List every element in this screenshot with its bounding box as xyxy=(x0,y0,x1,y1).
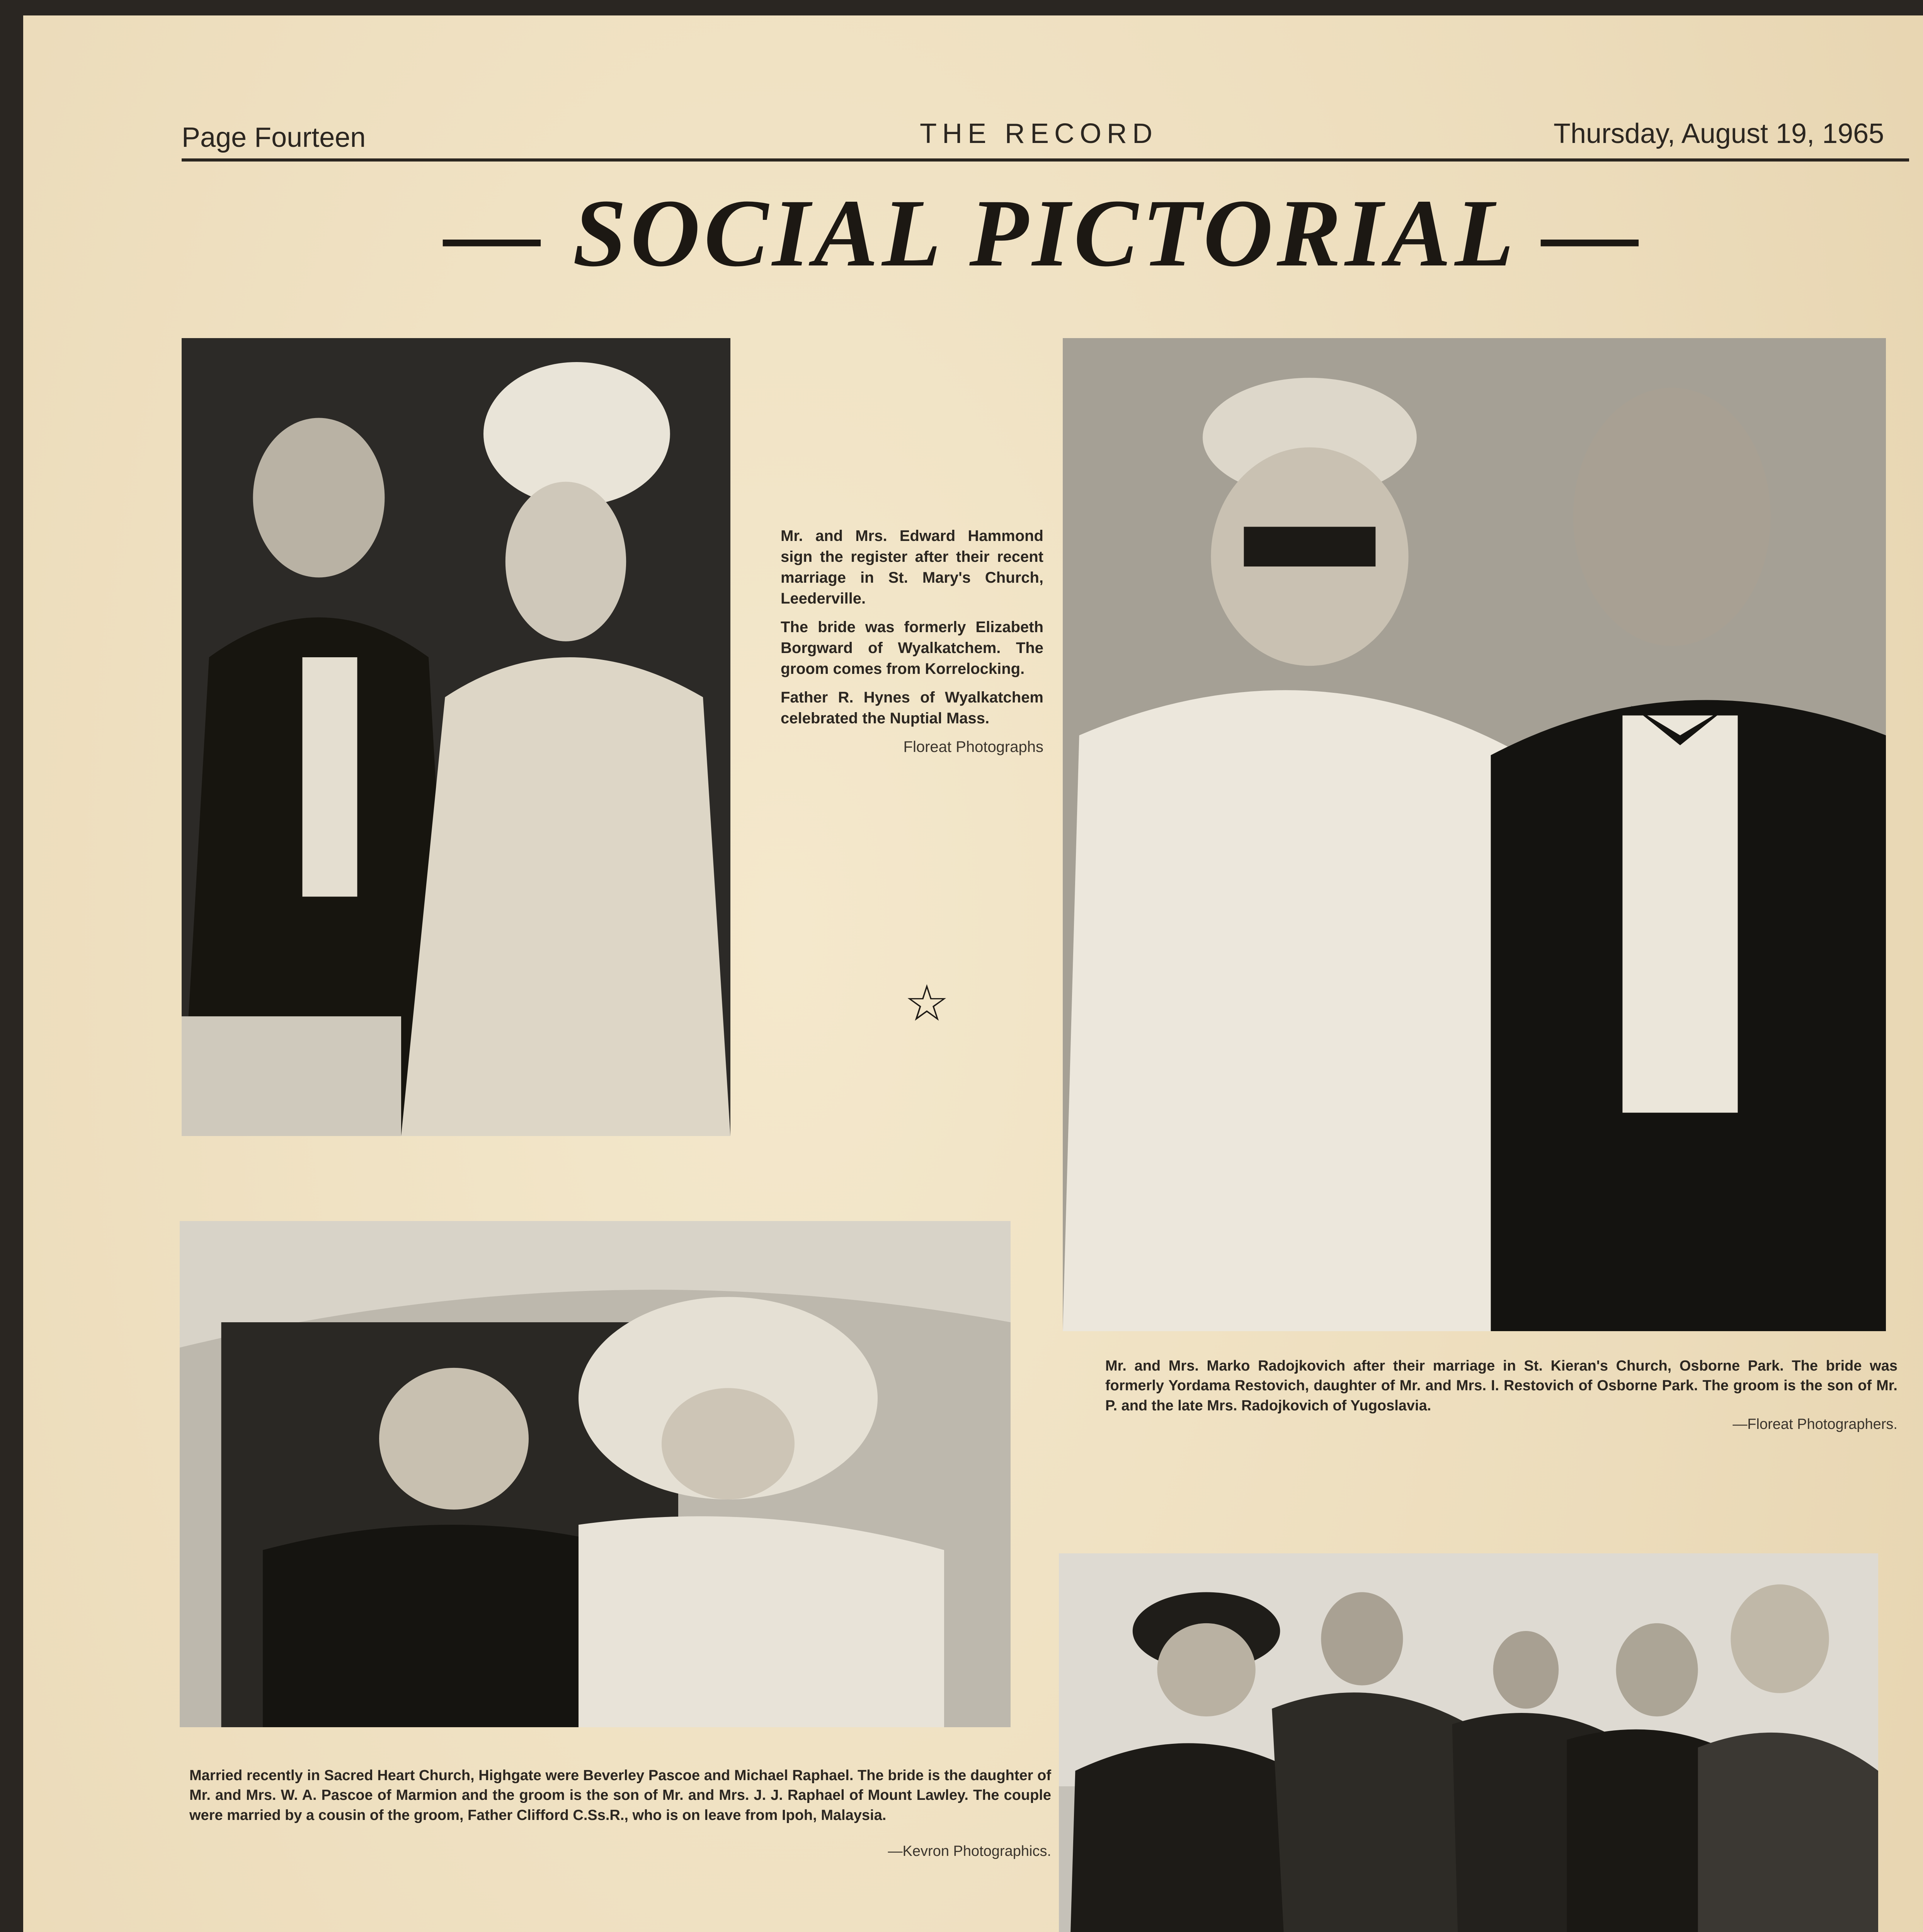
photo-radojkovich-caption: Mr. and Mrs. Marko Radojkovich after their marriage in St. Kieran's Church, Osborne Park. The bride was formerly Yordama Restovich, daughter of Mr. and Mrs. I. Restovich of Osborne Park. The groom is the son of Mr. P. and the late Mrs. Radojkovich of Yugoslavia. xyxy=(1105,1358,1897,1414)
header-rule xyxy=(182,158,1909,162)
photo-radojkovich-image xyxy=(1063,338,1886,1331)
issue-date: Thursday, August 19, 1965 xyxy=(1554,118,1884,149)
photo-raphael-wedding xyxy=(180,1221,1011,1727)
caption-paragraph: Father R. Hynes of Wyalkatchem celebrated the Nuptial Mass. xyxy=(781,689,1043,727)
photo-medical-congress xyxy=(1059,1553,1878,1932)
photo-hammond-image xyxy=(182,338,730,1136)
photo-credit: Floreat Photographs xyxy=(903,738,1043,755)
photo-congress-image xyxy=(1059,1553,1878,1932)
photo-hammond-caption xyxy=(781,526,1043,757)
star-icon: ☆ xyxy=(904,974,950,1032)
photo-raphael-credit: —Kevron Photographics. xyxy=(888,1843,1051,1859)
photo-radojkovich-credit: —Floreat Photographers. xyxy=(1732,1416,1897,1432)
page-headline: — SOCIAL PICTORIAL — xyxy=(444,180,1643,287)
photo-raphael-caption: Married recently in Sacred Heart Church, Highgate were Beverley Pascoe and Michael Raphael. The bride is the daughter of Mr. and Mrs. W. A. Pascoe of Marmion and the groom is the son of Mr. and Mrs. J. J. Raphael of Mount Lawley. The couple were married by a cousin of the groom, Father Clifford C.Ss.R., who is on leave from Ipoh, Malaysia. xyxy=(189,1767,1051,1823)
photo-radojkovich-wedding xyxy=(1063,338,1886,1331)
newspaper-page xyxy=(23,15,1923,1932)
masthead: THE RECORD xyxy=(920,118,1158,149)
photo-raphael-image xyxy=(180,1221,1011,1727)
photo-hammond-wedding xyxy=(182,338,730,1136)
caption-paragraph: Mr. and Mrs. Edward Hammond sign the register after their recent marriage in St. Mary's Church, Leederville. xyxy=(781,527,1043,607)
page-number: Page Fourteen xyxy=(182,122,366,153)
caption-paragraph: The bride was formerly Elizabeth Borgward of Wyalkatchem. The groom comes from Korrelocking. xyxy=(781,619,1043,677)
